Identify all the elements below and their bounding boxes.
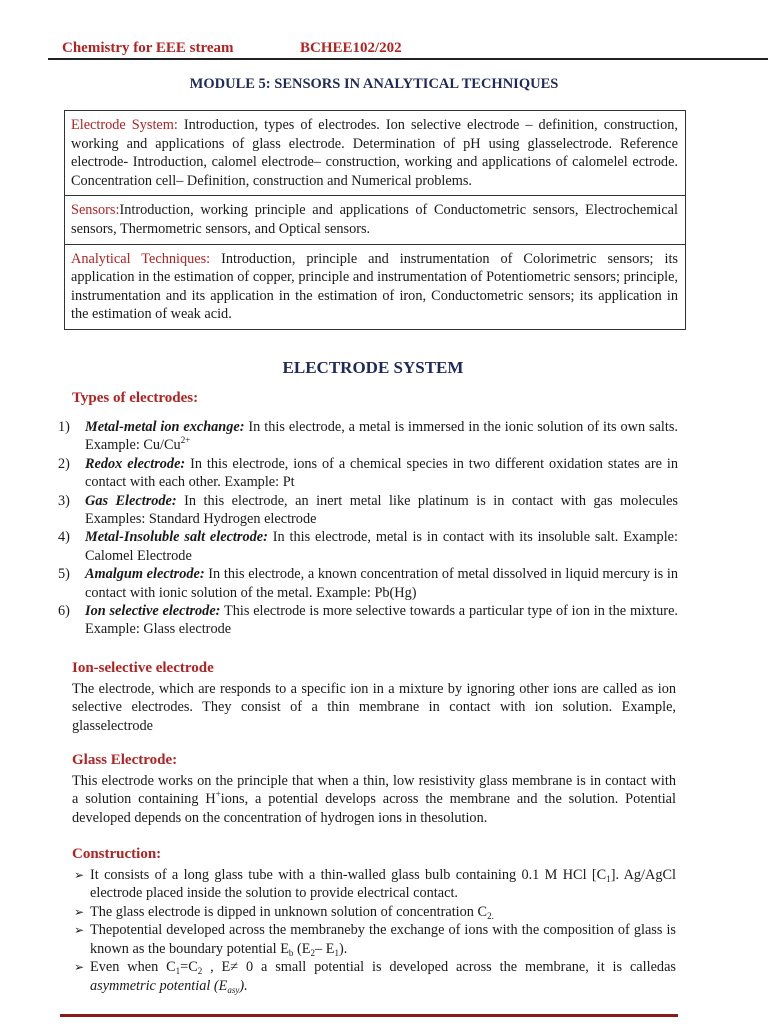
syllabus-sensors-label: Sensors: bbox=[71, 202, 120, 219]
list-item bbox=[58, 528, 678, 565]
bullet-text: ]. Ag/AgCl electrode placed inside the solution to provide electrical contact. bbox=[90, 866, 676, 901]
syllabus-analytical-cell bbox=[65, 244, 685, 329]
subscript: b bbox=[288, 947, 294, 958]
footer-divider bbox=[60, 1014, 678, 1017]
item-text: In this electrode, metal is in contact with its insoluble salt. Example: Calomel Electrode bbox=[85, 529, 678, 564]
types-heading: Types of electrodes: bbox=[72, 390, 199, 406]
arrow-bullet-icon: ➢ bbox=[74, 923, 85, 937]
list-item bbox=[58, 418, 678, 455]
syllabus-analytical-label: Analytical Techniques: bbox=[71, 250, 211, 267]
italic-text: asymmetric potential (E bbox=[90, 977, 228, 994]
item-number: 4) bbox=[58, 529, 70, 546]
subscript: 2. bbox=[487, 910, 494, 921]
subscript: 1 bbox=[334, 947, 339, 958]
electrode-types-list bbox=[58, 418, 678, 639]
syllabus-electrode-label: Electrode System: bbox=[71, 117, 178, 133]
module-title: MODULE 5: SENSORS IN ANALYTICAL TECHNIQUES bbox=[189, 76, 559, 92]
arrow-bullet-icon: ➢ bbox=[74, 904, 85, 919]
item-term: Metal-metal ion exchange: bbox=[85, 419, 245, 435]
syllabus-electrode-text: Introduction, types of electrodes. Ion selective electrode – definition, construction, working and applications of glass electrode. Determination of pH using glasselectrode. Reference electrode- Introduction, calomel electrode– construction, working and applications of calomelel ectrode. Concentration cell– Definition, construction and Numerical problems. bbox=[71, 117, 678, 189]
bullet-text: =C bbox=[180, 959, 198, 975]
construction-section bbox=[72, 845, 676, 995]
syllabus-sensors-cell bbox=[65, 195, 685, 243]
item-superscript: 2+ bbox=[180, 435, 191, 446]
syllabus-table bbox=[64, 110, 686, 330]
subscript: 1 bbox=[606, 873, 611, 884]
item-text: In this electrode, an inert metal like platinum is in contact with gas molecules Examples: Standard Hydrogen electrode bbox=[85, 492, 678, 528]
item-number: 3) bbox=[58, 492, 70, 509]
item-text: In this electrode, a metal is immersed in the ionic solution of its own salts. Example: Cu/Cu bbox=[85, 419, 678, 454]
bullet-text: ). bbox=[338, 940, 348, 957]
header-divider bbox=[48, 58, 768, 60]
glass-superscript: + bbox=[215, 789, 221, 799]
arrow-bullet-icon: ➢ bbox=[74, 867, 85, 882]
item-term: Redox electrode: bbox=[85, 455, 186, 472]
ion-selective-section bbox=[72, 659, 676, 735]
bullet-text: The glass electrode is dipped in unknown solution of concentration C bbox=[90, 903, 488, 920]
bullet-text: Thepotential developed across the membraneby the exchange of ions with the composition of glass is known as the boundary potential E bbox=[90, 922, 676, 957]
course-code: BCHEE102/202 bbox=[300, 40, 402, 56]
list-item bbox=[72, 903, 676, 922]
item-term: Amalgum electrode: bbox=[85, 566, 205, 583]
glass-text-b: ions, a potential develops across the membrane and the solution. Potential developed depends on the concentration of hydrogen ions in thesolution. bbox=[72, 791, 676, 826]
subscript: 2 bbox=[197, 966, 203, 976]
list-item bbox=[58, 565, 678, 602]
item-text: In this electrode, a known concentration of metal dissolved in liquid mercury is in contact with ionic solution of the metal. Example: Pb(Hg) bbox=[85, 566, 678, 601]
glass-text-a: This electrode works on the principle that when a thin, low resistivity glass membrane is in contact with a solution containing H bbox=[72, 772, 676, 807]
glass-electrode-heading: Glass Electrode: bbox=[72, 752, 178, 768]
list-item bbox=[58, 492, 678, 529]
list-item bbox=[72, 866, 676, 903]
syllabus-sensors-text: Introduction, working principle and applications of Conductometric sensors, Electrochemical sensors, Thermometric sensors, and Optical sensors. bbox=[71, 202, 678, 237]
item-term: Gas Electrode: bbox=[85, 492, 177, 509]
list-item bbox=[58, 455, 678, 492]
ion-selective-paragraph: The electrode, which are responds to a specific ion in a mixture by ignoring other ions are called as ion selective electrodes. They consist of a thin membrane in contact with ion solution. Example, glasselectrode bbox=[72, 680, 676, 734]
glass-electrode-section bbox=[72, 751, 676, 827]
item-number: 2) bbox=[58, 455, 70, 472]
item-number: 1) bbox=[58, 419, 70, 435]
bullet-text: – E bbox=[315, 940, 335, 957]
construction-list bbox=[72, 866, 676, 996]
item-number: 5) bbox=[58, 566, 70, 583]
subscript: 2 bbox=[310, 947, 315, 958]
syllabus-electrode-cell bbox=[65, 111, 685, 195]
list-item bbox=[72, 921, 676, 958]
item-number: 6) bbox=[58, 603, 70, 620]
bullet-text: , E≠ 0 a small potential is developed across the membrane, it is calledas bbox=[202, 959, 676, 975]
syllabus-analytical-text: Introduction, principle and instrumentation of Colorimetric sensors; its application in the estimation of copper, principle and instrumentation of Potentiometric sensors; principle, instrumentation and its application in the estimation of iron, Conductometric sensors; its application in the estimation of weak acid. bbox=[71, 250, 678, 323]
italic-text: ). bbox=[239, 977, 248, 994]
item-term: Ion selective electrode: bbox=[85, 603, 221, 620]
section-title: ELECTRODE SYSTEM bbox=[282, 358, 464, 377]
course-name: Chemistry for EEE stream bbox=[62, 40, 234, 56]
subscript: 1 bbox=[175, 966, 181, 976]
item-text: In this electrode, ions of a chemical species in two different oxidation states are in contact with each other. Example: Pt bbox=[85, 455, 678, 491]
subscript: asy bbox=[227, 984, 240, 995]
item-term: Metal-Insoluble salt electrode: bbox=[85, 529, 268, 546]
glass-electrode-paragraph bbox=[72, 772, 676, 828]
item-text: This electrode is more selective towards a particular type of ion in the mixture. Example: Glass electrode bbox=[85, 603, 678, 638]
list-item bbox=[72, 958, 676, 995]
bullet-text: (E bbox=[293, 940, 311, 957]
ion-selective-heading: Ion-selective electrode bbox=[72, 660, 214, 676]
construction-heading: Construction: bbox=[72, 846, 162, 862]
bullet-text: It consists of a long glass tube with a thin-walled glass bulb containing 0.1 M HCl [C bbox=[90, 866, 607, 883]
arrow-bullet-icon: ➢ bbox=[74, 960, 85, 974]
bullet-text: Even when C bbox=[90, 959, 176, 975]
list-item bbox=[58, 602, 678, 639]
